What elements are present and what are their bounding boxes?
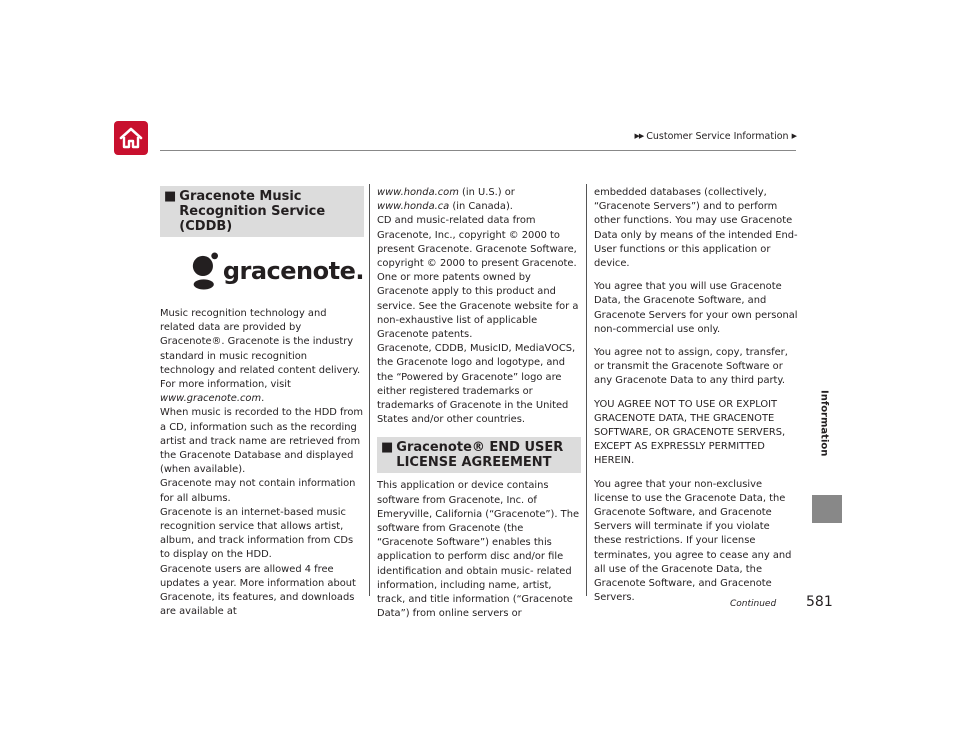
paragraph-text: For more information, visit	[160, 379, 291, 391]
paragraph: Gracenote may not contain information for all albums.	[160, 478, 356, 504]
honda-ca-link[interactable]: www.honda.ca	[377, 201, 450, 213]
column-divider	[586, 184, 587, 596]
paragraph: CD and music-related data from Gracenote, Inc., copyright © 2000 to present Gracenote. Gracenote Software, copyright © 2000 to present Gracenote.	[377, 215, 577, 270]
gracenote-logo	[192, 247, 364, 295]
section-heading-eula	[377, 437, 581, 473]
section-title: Gracenote® END USER LICENSE AGREEMENT	[396, 440, 564, 471]
section-square-icon: ■	[164, 189, 177, 204]
paragraph: Gracenote is an internet-based music recognition service that allows artist, album, and track information from CDs to display on the HDD.	[160, 506, 354, 561]
gracenote-link[interactable]: www.gracenote.com	[160, 393, 262, 405]
header-divider	[160, 150, 796, 151]
side-tab-marker[interactable]	[812, 495, 842, 523]
section-square-icon: ■	[381, 440, 394, 456]
paragraph: Gracenote users are allowed 4 free updates a year. More information about Gracenote, its features, and downloads are available at	[160, 563, 356, 618]
column-2	[377, 186, 581, 621]
side-tab-label: Information	[818, 390, 830, 457]
paragraph: embedded databases (collectively, “Gracenote Servers”) and to perform other functions. You may use Gracenote Data only by means of the intended End-User functions or this application or device.	[594, 187, 798, 270]
paragraph: One or more patents owned by Gracenote apply to this product and service. See the Gracenote website for a non-exhaustive list of applicable Gracenote patents.	[377, 272, 579, 341]
column-1	[160, 186, 364, 619]
breadcrumb-arrow-icon: ▶▶	[634, 132, 644, 140]
continued-label: Continued	[730, 599, 777, 609]
breadcrumb-label: Customer Service Information	[646, 131, 789, 142]
paragraph-text: (in U.S.) or	[458, 187, 515, 198]
section-title: Gracenote Music Recognition Service (CDDB)	[179, 189, 326, 234]
paragraph: You agree that you will use Gracenote Data, the Gracenote Software, and Gracenote Servers for your own personal non-commercial use only.	[594, 281, 798, 335]
honda-us-link[interactable]: www.honda.com	[377, 187, 459, 198]
paragraph: Music recognition technology and related data are provided by Gracenote®. Gracenote is the industry standard in music recognition technology and related content delivery.	[160, 308, 361, 376]
paragraph: Gracenote, CDDB, MusicID, MediaVOCS, the Gracenote logo and logotype, and the “Powered by Gracenote” logo are either registered trademarks or trademarks of Gracenote in the United States and/or other countries.	[377, 343, 576, 426]
paragraph: YOU AGREE NOT TO USE OR EXPLOIT GRACENOTE DATA, THE GRACENOTE SOFTWARE, OR GRACENOTE SERVERS, EXCEPT AS EXPRESSLY PERMITTED HEREIN.	[594, 398, 786, 467]
breadcrumb-arrow-icon: ▶	[791, 132, 796, 140]
paragraph: When music is recorded to the HDD from a CD, information such as the recording artist and track name are retrieved from the Gracenote Database and displayed (when available).	[160, 407, 364, 476]
paragraph: You agree that your non-exclusive license to use the Gracenote Data, the Gracenote Software, and Gracenote Servers will terminate if you violate these restrictions. If your license terminates, you agree to cease any and all use of the Gracenote Data, the Gracenote Software, and Gracenote Servers.	[594, 478, 792, 604]
paragraph-text: (in Canada).	[449, 201, 513, 213]
gracenote-logo-text: gracenote.	[222, 256, 364, 285]
gracenote-logo-icon	[192, 248, 219, 294]
paragraph: You agree not to assign, copy, transfer, or transmit the Gracenote Software or any Gracenote Data to any third party.	[594, 347, 788, 387]
breadcrumb[interactable]	[0, 131, 796, 142]
page-number: 581	[806, 594, 833, 610]
paragraph	[377, 186, 581, 214]
section-heading-gracenote-service	[160, 186, 364, 237]
paragraph: This application or device contains software from Gracenote, Inc. of Emeryville, California (“Gracenote”). The software from Gracenote (the “Gracenote Software”) enables this application to perform disc and/or file identification and obtain music- related information, including name, artist, track, and title information (“Gracenote Data”) from online servers or	[377, 480, 580, 620]
paragraph: For more information, visit www.gracenote.com.	[160, 379, 291, 405]
column-3	[594, 186, 798, 605]
column-divider	[369, 184, 370, 596]
